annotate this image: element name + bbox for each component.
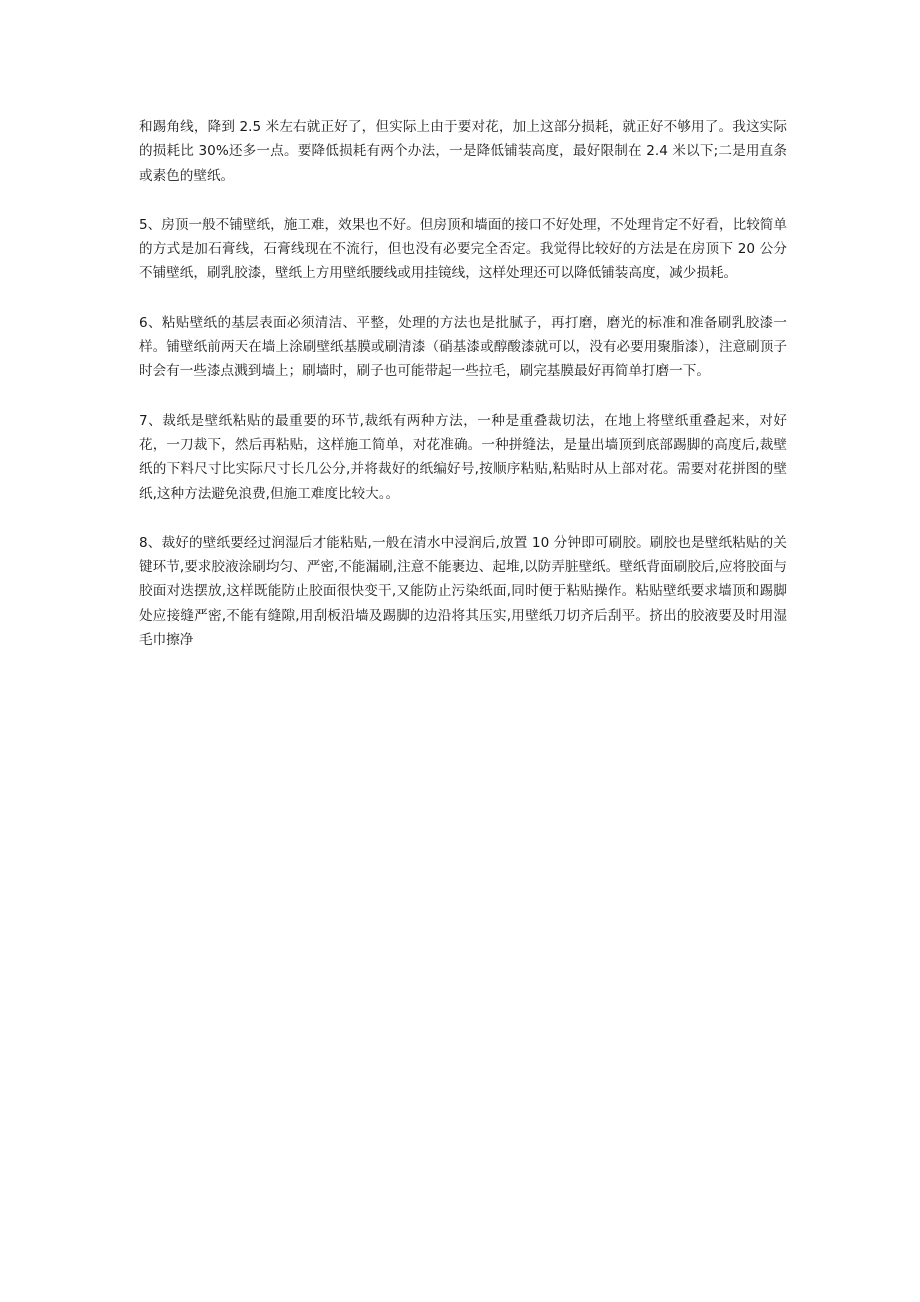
document-body bbox=[139, 115, 787, 677]
paragraph-item-6: 6、粘贴壁纸的基层表面必须清洁、平整，处理的方法也是批腻子，再打磨，磨光的标准和准备刷乳胶漆一样。铺壁纸前两天在墙上涂刷壁纸基膜或刷清漆（硝基漆或醇酸漆就可以，没有必要用聚脂漆），注意刷顶子时会有一些漆点溅到墙上；刷墙时，刷子也可能带起一些拉毛，刷完基膜最好再简单打磨一下。 bbox=[139, 314, 787, 380]
paragraph-item-8: 8、裁好的壁纸要经过润湿后才能粘贴,一般在清水中浸润后,放置 10 分钟即可刷胶。刷胶也是壁纸粘贴的关键环节,要求胶液涂刷均匀、严密,不能漏刷,注意不能裹边、起堆,以防弄脏壁纸。壁纸背面刷胶后,应将胶面与胶面对迭摆放,这样既能防止胶面很快变干,又能防止污染纸面,同时便于粘贴操作。粘贴壁纸要求墙顶和踢脚处应接缝严密,不能有缝隙,用刮板沿墙及踢脚的边沿将其压实,用壁纸刀切齐后刮平。挤出的胶液要及时用湿毛巾擦净 bbox=[139, 534, 787, 649]
paragraph-item-5: 5、房顶一般不铺壁纸，施工难，效果也不好。但房顶和墙面的接口不好处理，不处理肯定不好看，比较简单的方式是加石膏线，石膏线现在不流行，但也没有必要完全否定。我觉得比较好的方法是在房顶下 20 公分不铺壁纸，刷乳胶漆，壁纸上方用壁纸腰线或用挂镜线，这样处理还可以降低铺装高度，减少损耗。 bbox=[139, 216, 787, 282]
paragraph-item-7: 7、裁纸是壁纸粘贴的最重要的环节,裁纸有两种方法，一种是重叠裁切法，在地上将壁纸重叠起来，对好花，一刀裁下，然后再粘贴，这样施工简单，对花准确。一种拼缝法，是量出墙顶到底部踢脚的高度后,裁壁纸的下料尺寸比实际尺寸长几公分,并将裁好的纸编好号,按顺序粘贴,粘贴时从上部对花。需要对花拼图的壁纸,这种方法避免浪费,但施工难度比较大。。 bbox=[139, 412, 787, 502]
paragraph-continuation: 和踢角线，降到 2.5 米左右就正好了，但实际上由于要对花，加上这部分损耗，就正好不够用了。我这实际的损耗比 30%还多一点。要降低损耗有两个办法，一是降低铺装高度，最好限制在 2.4 米以下;二是用直条或素色的壁纸。 bbox=[139, 119, 787, 184]
